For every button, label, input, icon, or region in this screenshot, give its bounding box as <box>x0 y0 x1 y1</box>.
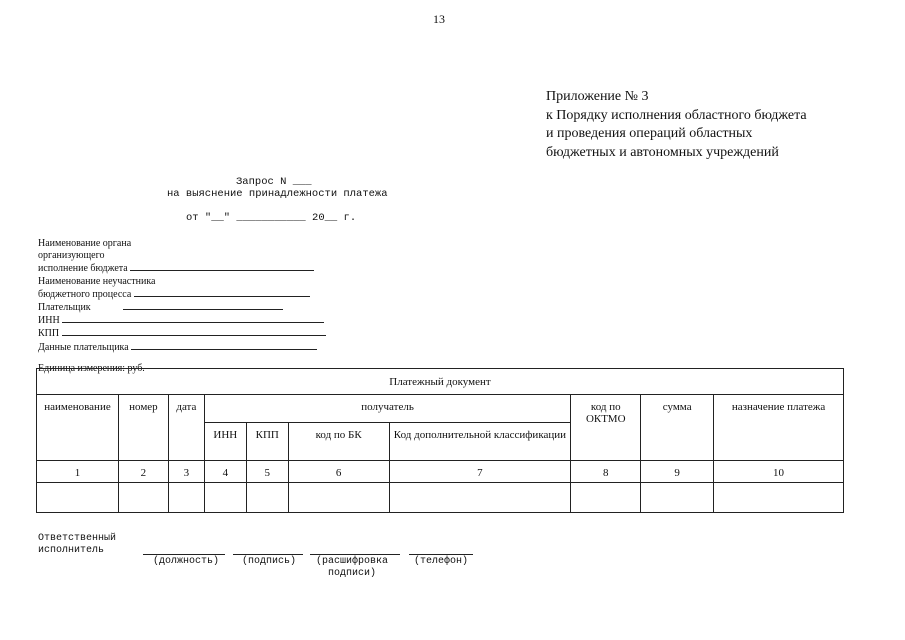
kpp-input-line <box>62 327 326 336</box>
empty-cell[interactable] <box>246 483 288 513</box>
empty-cell[interactable] <box>389 483 571 513</box>
nonparticipant-field <box>38 288 326 301</box>
col-number-1: 1 <box>37 461 119 483</box>
responsible-label <box>38 533 116 557</box>
col-recipient-header: получатель <box>204 395 570 423</box>
position-caption: (должность) <box>152 556 219 567</box>
kpp-field <box>38 327 326 340</box>
col-inn-header: ИНН <box>204 423 246 461</box>
col-number-4: 4 <box>204 461 246 483</box>
empty-cell[interactable] <box>37 483 119 513</box>
col-number-10: 10 <box>714 461 844 483</box>
nonparticipant-input-line <box>134 288 310 297</box>
decoding-signature-line <box>310 554 400 555</box>
empty-cell[interactable] <box>118 483 168 513</box>
nonparticipant-label-1: Наименование неучастника <box>38 275 156 287</box>
col-number-8: 8 <box>571 461 641 483</box>
request-date-line: от "__" ___________ 20__ г. <box>186 212 357 224</box>
col-number-2: 2 <box>118 461 168 483</box>
empty-cell[interactable] <box>288 483 389 513</box>
decoding-caption: (расшифровка подписи) <box>315 556 388 579</box>
col-number-7: 7 <box>389 461 571 483</box>
empty-cell[interactable] <box>714 483 844 513</box>
col-purpose-header: назначение платежа <box>714 395 844 461</box>
inn-input-line <box>62 314 324 323</box>
org-field <box>38 262 326 275</box>
org-label-3: исполнение бюджета <box>38 263 128 275</box>
org-label-2: организующего <box>38 250 105 262</box>
request-subtitle: на выяснение принадлежности платежа <box>167 188 388 200</box>
col-number-9: 9 <box>641 461 714 483</box>
col-number-6: 6 <box>288 461 389 483</box>
payment-document-header: Платежный документ <box>37 369 844 395</box>
payer-label: Плательщик <box>38 302 91 314</box>
page-number: 13 <box>433 12 445 26</box>
appendix-line-2: к Порядку исполнения областного бюджета <box>546 107 807 123</box>
appendix-heading <box>546 88 866 162</box>
appendix-line-1: Приложение № 3 <box>546 89 649 104</box>
payer-data-label: Данные плательщика <box>38 341 129 353</box>
col-name-header: наименование <box>37 395 119 461</box>
position-signature-line <box>143 554 225 555</box>
payer-input-line <box>123 301 283 310</box>
org-label-1: Наименование органа <box>38 238 132 249</box>
empty-cell[interactable] <box>641 483 714 513</box>
col-kpp-header: КПП <box>246 423 288 461</box>
inn-label: ИНН <box>38 315 60 327</box>
col-number-3: 3 <box>168 461 204 483</box>
col-extra-code-header: Код дополнительной классификации <box>389 423 571 461</box>
requisites-block <box>38 238 326 354</box>
col-number-5: 5 <box>246 461 288 483</box>
request-title: Запрос N ___ <box>236 176 312 188</box>
appendix-line-3: и проведения операций областных <box>546 126 753 141</box>
empty-cell[interactable] <box>168 483 204 513</box>
empty-cell[interactable] <box>204 483 246 513</box>
payer-field <box>38 301 326 314</box>
payer-data-field <box>38 341 326 354</box>
nonparticipant-label-2: бюджетного процесса <box>38 288 132 300</box>
col-number-header: номер <box>118 395 168 461</box>
appendix-line-4: бюджетных и автономных учреждений <box>546 144 779 160</box>
signature-line <box>233 554 303 555</box>
col-date-header: дата <box>168 395 204 461</box>
col-sum-header: сумма <box>641 395 714 461</box>
kpp-label: КПП <box>38 328 60 340</box>
payer-data-input-line <box>131 341 317 350</box>
empty-cell[interactable] <box>571 483 641 513</box>
signature-caption: (подпись) <box>241 556 296 567</box>
inn-field <box>38 314 326 327</box>
payment-table <box>36 368 844 513</box>
phone-caption: (телефон) <box>413 556 468 567</box>
responsible-line-1: Ответственный <box>38 533 117 544</box>
col-bk-code-header: код по БК <box>288 423 389 461</box>
unit-label: Единица измерения: руб. <box>38 363 145 374</box>
phone-signature-line <box>409 554 473 555</box>
col-oktmo-header: код по ОКТМО <box>571 395 641 461</box>
org-input-line <box>130 262 314 271</box>
responsible-line-2: исполнитель <box>38 545 105 556</box>
